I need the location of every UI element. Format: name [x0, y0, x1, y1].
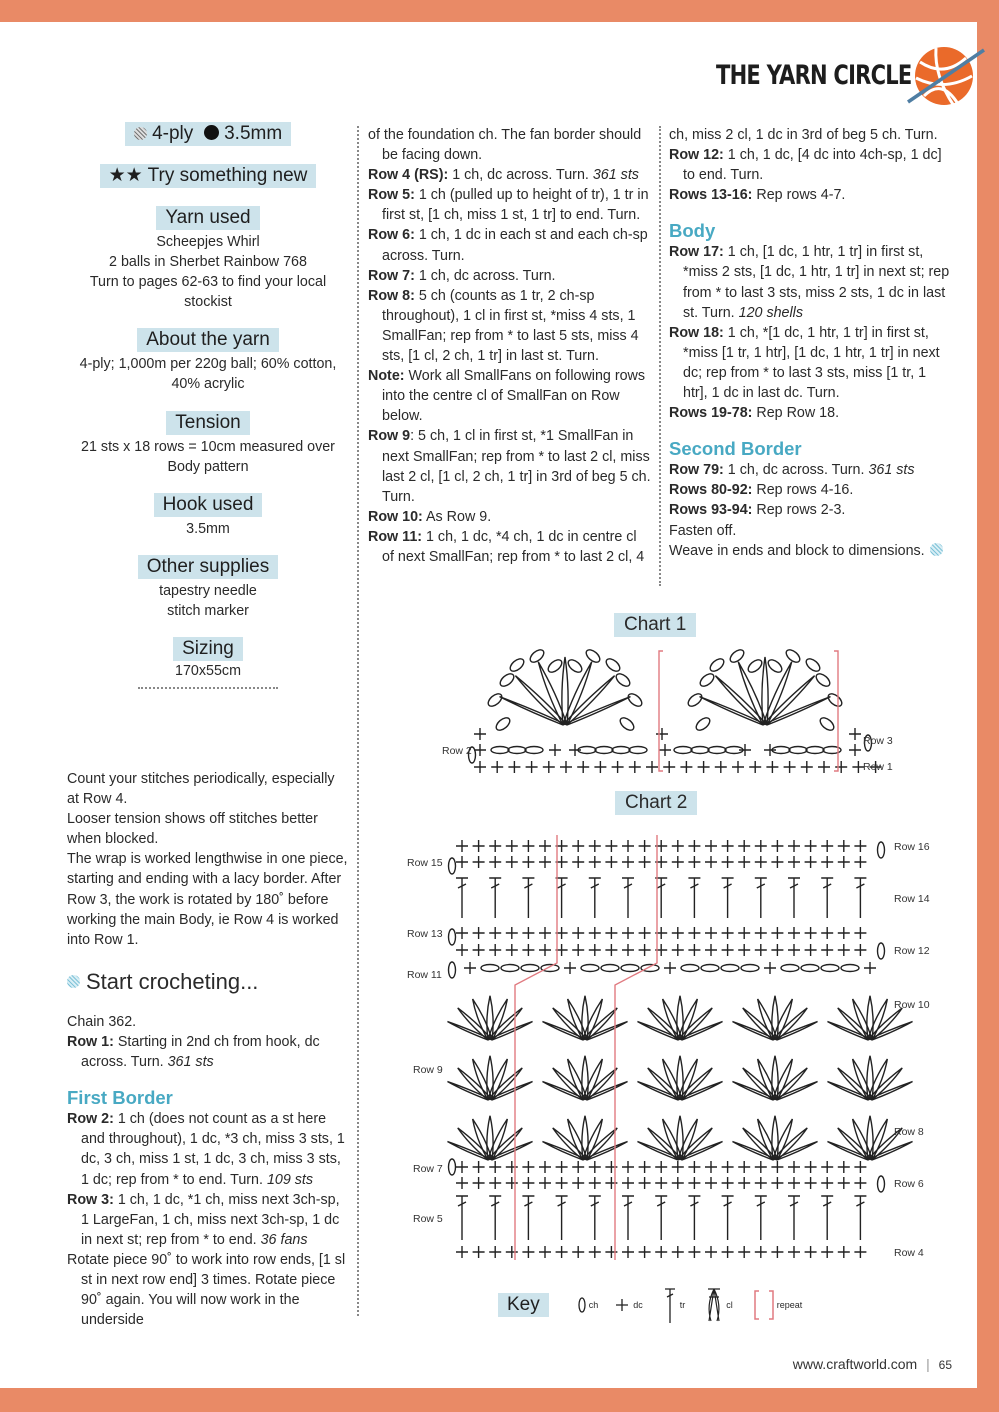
instruction — [67, 1012, 349, 1032]
instruction-label: Row 7: — [368, 267, 415, 284]
instruction — [67, 1190, 349, 1250]
instruction-label: Rows 80-92: — [669, 482, 753, 499]
hook-section — [67, 493, 349, 539]
start-heading — [67, 968, 349, 994]
section-heading: Sizing — [173, 637, 243, 661]
instruction-label: Row 10: — [368, 508, 423, 525]
supplies-section — [67, 555, 349, 621]
row-label: Row 5 — [413, 1213, 443, 1225]
instruction-text: ch, miss 2 cl, 1 dc in 3rd of beg 5 ch. Turn. — [669, 127, 938, 143]
start-heading-text: Start crocheting... — [86, 968, 259, 994]
difficulty-stars: ★★ — [108, 165, 143, 186]
instruction — [368, 165, 652, 185]
yarn-quantity: 2 balls in Sherbet Rainbow 768 — [109, 254, 307, 271]
row-label: Row 1 — [863, 761, 893, 773]
instruction-text: 1 ch, [1 dc, 1 htr, 1 tr] in first st, *miss 2 sts, [1 dc, 1 htr, 1 tr] in next st; rep from * to last 3 sts, miss 2 sts, 1 dc in last st. Turn. — [683, 244, 950, 321]
note: Count your stitches periodically, especially at Row 4. — [67, 771, 335, 808]
row-label: Row 12 — [894, 945, 930, 957]
instruction — [368, 507, 652, 527]
key-label: tr — [679, 1300, 686, 1310]
instruction-label: Row 9 — [368, 428, 411, 445]
start-instructions — [67, 1012, 349, 1072]
instruction — [368, 225, 652, 265]
stitch-count: 361 sts — [167, 1054, 214, 1071]
note: The wrap is worked lengthwise in one piece, starting and ending with a lacy border. After Row 3, the work is rotated by 180˚ before working the main Body, ie Row 4 is worked into Row 1. — [67, 851, 348, 948]
difficulty-label: Try something new — [147, 165, 308, 186]
yarn-ball-icon — [906, 42, 986, 108]
instruction-text: 1 ch, dc across. Turn. — [448, 167, 593, 184]
row-label: Row 13 — [407, 928, 443, 940]
instruction-label: Row 4 (RS): — [368, 167, 449, 184]
row-label: Row 14 — [894, 893, 930, 905]
stitch-count: 36 fans — [260, 1231, 308, 1248]
instruction — [669, 145, 953, 185]
brand-logo — [716, 42, 986, 108]
left-column — [67, 122, 349, 689]
stitch-count: 109 sts — [266, 1171, 314, 1188]
instruction — [669, 242, 953, 322]
tr-stitch-icon — [663, 1287, 677, 1323]
instruction-text: 5 ch (counts as 1 tr, 2 ch-sp throughout), 1 cl in first st, *miss 4 sts, 1 SmallFan; rep from * to last 5 sts, miss 4 sts, [1 cl, 2 ch, 1 tr] in last st. Turn. — [382, 287, 639, 365]
instruction-text: 1 ch (pulled up to height of tr), 1 tr in first st, [1 ch, miss 1 st, 1 tr] to end. Turn. — [382, 187, 649, 224]
divider — [138, 687, 278, 689]
website-url: www.craftworld.com — [792, 1356, 918, 1372]
section-heading: Hook used — [154, 493, 263, 517]
instruction-label: Note: — [368, 368, 405, 385]
hook-size: 3.5mm — [224, 123, 283, 144]
instruction — [368, 426, 652, 506]
instruction-label: Row 17: — [669, 244, 724, 261]
stitch-count: 120 shells — [738, 304, 804, 321]
key-title: Key — [498, 1293, 549, 1317]
instruction-text: of the foundation ch. The fan border should be facing down. — [368, 127, 642, 164]
stitch-count: 361 sts — [868, 462, 915, 479]
first-border-instructions — [67, 1109, 349, 1330]
middle-column — [368, 125, 652, 567]
row-label: Row 4 — [894, 1247, 924, 1259]
instruction-text: Rep rows 2-3. — [752, 502, 846, 519]
yarn-icon — [930, 543, 943, 556]
stockist-note: Turn to pages 62-63 to find your local stockist — [89, 274, 327, 311]
instruction-label: Rows 19-78: — [669, 405, 753, 422]
instruction-text: 1 ch (does not count as a st here and throughout), 1 dc, *3 ch, miss 3 sts, 1 dc, 3 ch, miss 1 st, 1 dc, 3 ch, miss 3 sts, 1 dc; rep from * to end. Turn. — [81, 1111, 345, 1188]
column-divider — [659, 126, 661, 586]
instruction-label: Row 18: — [669, 324, 724, 341]
page-number: 65 — [938, 1358, 952, 1372]
instruction — [669, 125, 953, 145]
row-label: Row 7 — [413, 1163, 443, 1175]
section-heading: Other supplies — [138, 555, 279, 579]
yarn-icon — [67, 975, 80, 988]
difficulty-badge — [100, 164, 317, 188]
instructions — [368, 125, 652, 567]
instruction-text: 1 ch, 1 dc, *4 ch, 1 dc in centre cl of next SmallFan; rep from * to last 2 cl, 4 — [382, 528, 645, 565]
instruction-label: Row 3: — [67, 1191, 114, 1208]
yarn-name: Scheepjes Whirl — [156, 234, 260, 250]
yarn-used-section — [67, 206, 349, 312]
instruction-text: 1 ch, 1 dc, *1 ch, miss next 3ch-sp, 1 LargeFan, 1 ch, miss next 3ch-sp, 1 dc in next st; rep from * to end. — [81, 1191, 340, 1248]
instruction — [368, 266, 652, 286]
footer: www.craftworld.com | 65 — [792, 1356, 952, 1372]
instruction — [368, 286, 652, 366]
section-heading: Body — [669, 220, 716, 242]
key-label: repeat — [776, 1300, 803, 1310]
instruction-text: : 5 ch, 1 cl in first st, *1 SmallFan in next SmallFan; rep from * to last 2 cl, miss last 2 cl, [1 cl, 2 ch, 1 tr] in 3rd of beg 5 ch. Turn. — [382, 428, 651, 505]
key-label: dc — [633, 1300, 643, 1310]
row-label: Row 10 — [894, 999, 930, 1011]
instruction — [669, 403, 953, 423]
instruction — [669, 500, 953, 520]
instruction — [669, 541, 953, 561]
instruction — [669, 521, 953, 541]
instruction-text: Fasten off. — [669, 522, 737, 539]
instruction — [67, 1032, 349, 1072]
key-label: cl — [726, 1300, 733, 1310]
hook-icon — [204, 125, 219, 140]
about-yarn-text: 4-ply; 1,000m per 220g ball; 60% cotton, 40% acrylic — [79, 356, 337, 393]
instruction-label: Rows 93-94: — [669, 502, 753, 519]
instruction-text: Work all SmallFans on following rows into the centre cl of SmallFan on Row below. — [382, 368, 646, 425]
notes — [67, 769, 349, 950]
instruction — [67, 1109, 349, 1189]
section-heading: Second Border — [669, 438, 802, 460]
instruction-label: Rows 13-16: — [669, 187, 753, 204]
chart-key — [498, 1287, 802, 1323]
tension-section — [67, 411, 349, 477]
second-border-instructions — [669, 460, 953, 560]
chart2-title: Chart 2 — [615, 791, 697, 815]
instruction — [368, 185, 652, 225]
note: Looser tension shows off stitches better when blocked. — [67, 811, 318, 848]
instruction — [669, 323, 953, 403]
instruction-label: Row 5: — [368, 187, 415, 204]
specs-badge — [125, 122, 291, 146]
section-heading: First Border — [67, 1087, 173, 1109]
instruction-text: Rep Row 18. — [752, 405, 840, 422]
yarn-weight: 4-ply — [152, 123, 194, 144]
row-label: Row 15 — [407, 857, 443, 869]
instruction — [669, 185, 953, 205]
instruction-text: Starting in 2nd ch from hook, dc across. Turn. — [81, 1034, 320, 1071]
instruction — [368, 125, 652, 165]
stitch-count: 361 sts — [592, 167, 639, 184]
supply-item: stitch marker — [167, 602, 249, 619]
yarn-icon — [134, 127, 147, 140]
instruction-text: As Row 9. — [422, 508, 492, 525]
section-heading: About the yarn — [137, 328, 279, 352]
instruction-text: Weave in ends and block to dimensions. — [669, 542, 925, 559]
repeat-bracket-icon — [753, 1289, 775, 1321]
chart1-title: Chart 1 — [614, 613, 696, 637]
instruction-text: 1 ch, dc across. Turn. — [414, 267, 556, 284]
section-heading: Yarn used — [156, 206, 259, 230]
instruction-text: 1 ch, 1 dc in each st and each ch-sp across. Turn. — [382, 227, 648, 264]
row-label: Row 11 — [407, 969, 442, 981]
instruction-text: Rep rows 4-7. — [752, 187, 846, 204]
instruction-label: Row 2: — [67, 1111, 114, 1128]
instruction-text: Rep rows 4-16. — [752, 482, 854, 499]
row-label: Row 6 — [894, 1178, 924, 1190]
instruction — [669, 480, 953, 500]
instruction-label: Row 6: — [368, 227, 415, 244]
column-divider — [357, 126, 359, 1316]
sizing-section — [67, 637, 349, 689]
instruction-label: Row 12: — [669, 147, 724, 164]
brand-title: THE YARN CIRCLE — [716, 59, 912, 91]
instruction-text: 1 ch, dc across. Turn. — [723, 462, 869, 479]
notes-and-start — [67, 769, 349, 1330]
sizing-text: 170x55cm — [175, 663, 241, 680]
row-label: Row 3 — [863, 735, 893, 747]
instruction — [67, 1250, 349, 1330]
instruction-text: Rotate piece 90˚ to work into row ends, [1 sl st in next row end] 3 times. Rotate piece 90˚ again. You will now work in the underside — [67, 1251, 346, 1329]
instruction — [368, 366, 652, 426]
hook-text: 3.5mm — [186, 520, 230, 537]
body-instructions — [669, 242, 953, 423]
ch-oval-icon — [577, 1296, 589, 1314]
section-heading: Tension — [166, 411, 250, 435]
row-label: Row 16 — [894, 841, 930, 853]
about-yarn-section — [67, 328, 349, 394]
right-column — [669, 125, 953, 561]
cl-cluster-icon — [705, 1287, 723, 1323]
instruction — [368, 527, 652, 567]
instruction-label: Row 11: — [368, 528, 423, 545]
instruction-label: Row 1: — [67, 1034, 114, 1051]
row-label: Row 9 — [413, 1064, 443, 1076]
row-label: Row 8 — [894, 1126, 924, 1138]
instruction — [669, 460, 953, 480]
instruction-text: Chain 362. — [67, 1013, 137, 1030]
supply-item: tapestry needle — [159, 582, 257, 599]
instruction-text: 1 ch, *[1 dc, 1 htr, 1 tr] in first st, *miss [1 tr, 1 htr], [1 dc, 1 htr, 1 tr] in next dc; rep from * to last 3 sts, miss [1 tr, 1 htr], 1 dc in last dc. Turn. — [683, 324, 940, 402]
key-label: ch — [588, 1300, 599, 1310]
tension-text: 21 sts x 18 rows = 10cm measured over Body pattern — [81, 438, 335, 475]
instruction-text: 1 ch, 1 dc, [4 dc into 4ch-sp, 1 dc] to end. Turn. — [683, 147, 942, 184]
dc-cross-icon — [614, 1297, 630, 1313]
row-label: Row 2 — [442, 745, 472, 757]
instructions — [669, 125, 953, 205]
instruction-label: Row 79: — [669, 462, 724, 479]
instruction-label: Row 8: — [368, 287, 415, 304]
